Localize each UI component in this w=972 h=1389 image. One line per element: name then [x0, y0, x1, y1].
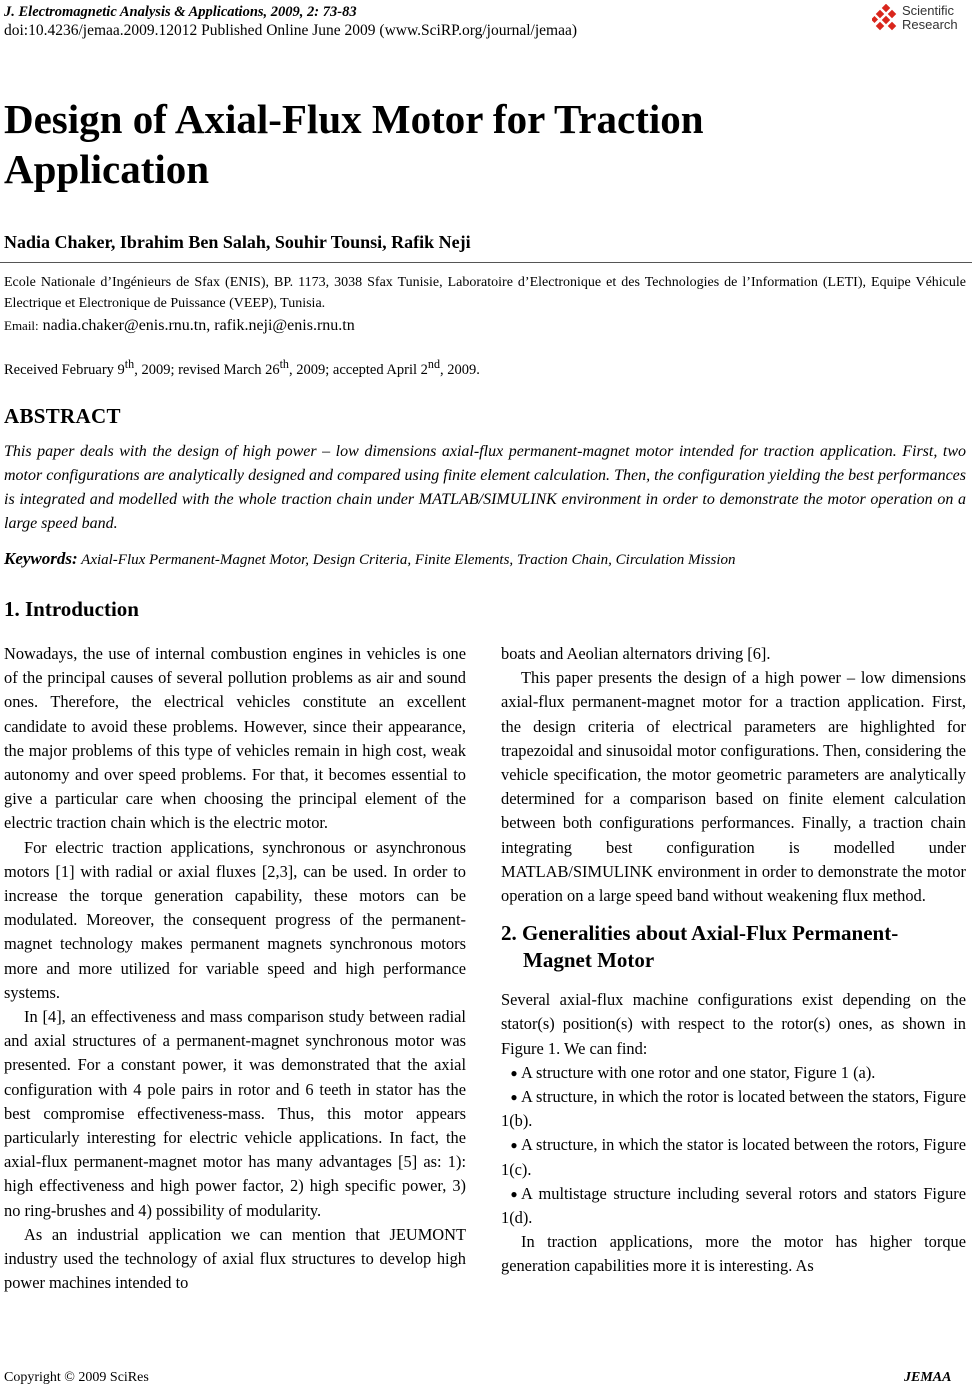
affiliation: Ecole Nationale d’Ingénieurs de Sfax (ENIS), BP. 1173, 3038 Sfax Tunisie, Laboratoire d’Electronique et des Technologies de l’Information (LETI), Equipe Véhicule Electrique et Electronique de Puissance (VEEP), Tunisia. — [4, 275, 966, 311]
received-dates — [4, 357, 480, 379]
journal-abbreviation: JEMAA — [904, 1370, 952, 1385]
header-divider — [0, 262, 972, 263]
list-item — [501, 1133, 966, 1181]
received-date: Received February 9 — [4, 361, 125, 378]
list-item-text: A structure, in which the rotor is located between the stators, Figure 1(b). — [501, 1087, 966, 1131]
body-paragraph: In traction applications, more the motor has higher torque generation capabilities more it is interesting. As — [501, 1232, 966, 1276]
journal-name: J. Electromagnetic Analysis & Applications — [4, 4, 264, 20]
list-item — [501, 1061, 966, 1085]
received-end: , 2009. — [439, 361, 480, 378]
ordinal-suffix: th — [279, 357, 289, 371]
section-heading-generalities: 2. Generalities about Axial-Flux Permanent-Magnet Motor — [501, 921, 899, 973]
keywords-list: Axial-Flux Permanent-Magnet Motor, Design Criteria, Finite Elements, Traction Chain, Circulation Mission — [81, 552, 736, 568]
body-paragraph: As an industrial application we can mention that JEUMONT industry used the technology of axial flux structures to develop high power machines intended to — [4, 1224, 466, 1293]
copyright-notice: Copyright © 2009 SciRes — [4, 1370, 149, 1385]
journal-volume: , 2009, 2: 73-83 — [263, 4, 357, 20]
accepted-date: , 2009; accepted April 2 — [288, 361, 428, 378]
body-paragraph: For electric traction applications, synchronous or asynchronous motors [1] with radial or axial fluxes [2,3], can be used. In order to increase the torque generation capability, these motors can be modulated. Moreover, the consequent progress of the permanent-magnet technology makes permanent magnets synchronous motors more and more utilized for variable speed and high performance systems. — [4, 837, 466, 1002]
publisher-logo-icon — [872, 4, 900, 32]
list-item-text: A structure with one rotor and one stator, Figure 1 (a). — [521, 1062, 876, 1082]
list-item — [501, 1182, 966, 1230]
bullet-icon: ● — [510, 1186, 518, 1201]
list-item — [501, 1085, 966, 1133]
logo-text-line1: Scientific — [902, 3, 955, 18]
body-paragraph: This paper presents the design of a high power – low dimensions axial-flux permanent-magnet motor for a traction application. First, the design criteria of electrical parameters are highlighted for trapezoidal and sinusoidal motor configurations. Then, considering the vehicle specification, the motor geometric parameters are analytically determined for a comparison based on finite element calculation between both configurations performances. Finally, a traction chain integrating best configuration is modelled under MATLAB/SIMULINK environment in order to demonstrate the motor operation on a large speed band without weakening flux method. — [501, 668, 966, 906]
bullet-icon: ● — [510, 1138, 518, 1153]
keywords-colon: : — [72, 549, 78, 568]
right-column — [501, 642, 966, 1279]
list-item-text: A multistage structure including several rotors and stators Figure 1(d). — [501, 1183, 966, 1228]
email-addresses: nadia.chaker@enis.rnu.tn, rafik.neji@enis.rnu.tn — [42, 317, 355, 334]
email-label: Email: — [4, 318, 39, 333]
paper-title-line2: Application — [4, 146, 210, 192]
journal-citation — [4, 4, 357, 21]
ordinal-suffix: nd — [427, 357, 440, 371]
body-paragraph: Several axial-flux machine configurations exist depending on the stator(s) position(s) with respect to the rotor(s) ones, as shown in Figure 1. We can find: — [501, 990, 966, 1058]
doi-line: doi:10.4236/jemaa.2009.12012 Published Online June 2009 (www.SciRP.org/journal/jemaa) — [4, 22, 578, 39]
abstract-heading: ABSTRACT — [4, 404, 121, 428]
keywords-label: Keywords — [4, 549, 72, 568]
ordinal-suffix: th — [124, 357, 135, 371]
revised-date: , 2009; revised March 26 — [134, 361, 280, 378]
publisher-logo — [872, 4, 968, 34]
body-paragraph: Nowadays, the use of internal combustion engines in vehicles is one of the principal causes of several pollution problems as air and sound ones. Therefore, the electrical vehicles constitute an excellent candidate to avoid these problems. However, since their appearance, the major problems of this type of vehicles remain in high cost, weak autonomy and over speed problems. For that, it becomes essential to give a particular care when choosing the principal element of the electric traction chain which is the electric motor. — [4, 644, 466, 833]
paper-title — [4, 94, 904, 194]
abstract-text: This paper deals with the design of high power – low dimensions axial-flux permanent-magnet motor intended for traction application. First, two motor configurations are analytically designed and compared using finite element calculation. Then, the configuration yielding the best performances is integrated and modelled with the whole traction chain under MATLAB/SIMULINK environment in order to demonstrate the motor operation on a large speed band. — [4, 443, 966, 532]
bullet-icon: ● — [510, 1065, 518, 1080]
body-paragraph: boats and Aeolian alternators driving [6]. — [501, 644, 771, 663]
section-heading-introduction: 1. Introduction — [4, 597, 139, 621]
list-item-text: A structure, in which the stator is located between the rotors, Figure 1(c). — [501, 1135, 966, 1179]
author-list: Nadia Chaker, Ibrahim Ben Salah, Souhir Tounsi, Rafik Neji — [4, 232, 471, 252]
body-paragraph: In [4], an effectiveness and mass comparison study between radial and axial structures of a permanent-magnet synchronous motor was presented. For a constant power, it was demonstrated that the axial configuration with 4 pole pairs in rotor and 6 teeth in stator has the best compromise effectiveness-mass. Thus, this motor appears particularly interesting for electric vehicle applications. In fact, the axial-flux permanent-magnet motor has many advantages [5] as: 1): high effectiveness and high power factor, 2) high specific power, 3) no ring-brushes and 4) possibility of modularity. — [4, 1007, 466, 1220]
logo-text-line2: Research — [902, 17, 958, 32]
email-line — [4, 317, 355, 335]
left-column — [4, 642, 466, 1295]
bullet-icon: ● — [510, 1090, 518, 1105]
paper-title-line1: Design of Axial-Flux Motor for Traction — [4, 96, 704, 142]
keywords-line — [4, 549, 966, 569]
